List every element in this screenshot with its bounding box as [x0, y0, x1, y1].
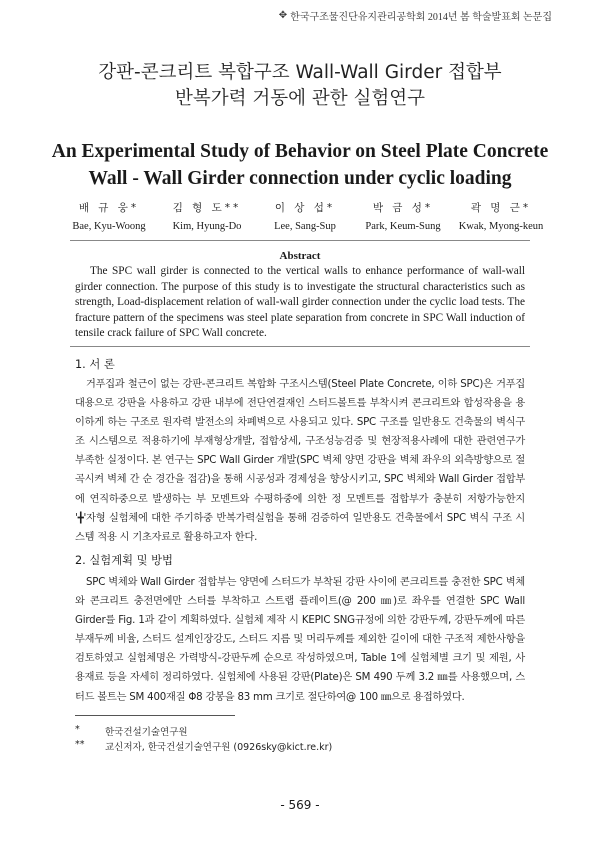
author-name-english: Kwak, Myong-keun: [458, 221, 544, 232]
author: [158, 200, 256, 232]
english-title: [0, 138, 600, 192]
author: [452, 200, 550, 232]
english-title-line-2: Wall - Wall Girder connection under cyclic loading: [88, 168, 512, 189]
author-name-korean: 배 규 웅*: [78, 202, 140, 214]
author: [60, 200, 158, 232]
footnote-mark: *: [75, 724, 80, 735]
english-title-line-1: An Experimental Study of Behavior on Steel Plate Concrete: [51, 141, 549, 162]
section-2-body: SPC 벽체와 Wall Girder 접합부는 양면에 스터드가 부착된 강판 사이에 콘크리트를 충전한 SPC 벽체와 콘크리트 충전면에만 스터를 부착하고 스트랩 플레이트(@ 200 ㎜)로 좌우를 연결한 SPC Wall Girder를 Fig. 1과 같이 계획하였다. 실험체 제작 시 KEPIC SNG규정에 의한 강판두께, 강판두께에 따른 부재두께 비율, 스터드 설계인장강도, 스터드 지름 및 머리두께를 제외한 길이에 대한 구조적 제한사항을 검토하였고 실험체명은 가력방식-강판두께 순으로 작성하였으며, Table 1에 실험체별 크기 및 제원, 사용재료 등을 자세히 정리하였다. 실험체에 사용된 강판(Plate)은 SM 490 두께 3.2 ㎜를 사용했으며, 스터드 볼트는 SM 400재질 Φ8 강봉을 83 mm 크기로 절단하여@ 100 ㎜으로 용접하였다.: [75, 577, 525, 703]
korean-title-line-2: 반복가력 거동에 관한 실험연구: [175, 88, 425, 109]
society-logo-icon: ✥: [278, 10, 288, 21]
korean-title: [0, 60, 600, 112]
section-1-body: 거푸집과 철근이 없는 강판-콘크리트 복합화 구조시스템(Steel Plate Concrete, 이하 SPC)은 거푸집 대용으로 강판을 사용하고 강판 내부에 전단연결재인 스터드볼트를 부착시켜 콘크리트와 합성작용을 용이하게 하는 구조로 원자력 발전소의 차폐벽으로 사용되고 있다. SPC 구조를 일반용도 건축물의 벽식구조 시스템으로 적용하기에 부재형상개발, 접합상세, 구조성능검증 및 현장적용사례에 대한 관련연구가 부족한 실정이다. 본 연구는 SPC Wall Girder 개발(SPC 벽체 양면 강판을 벽체 좌우의 외측방향으로 절곡시켜 벽체 간 순 경간을 접감)을 통해 시공성과 경제성을 향상시키고, SPC 벽체와 Wall Girder 접합부에 연직하중으로 발생하는 부 모멘트와 수평하중에 의한 정 모멘트를 접합부가 충분히 저항가능한지 '╋'자형 실험체에 대한 주기하중 반복가력실험을 통해 검증하여 일반용도 건축물에서 SPC 벽식 구조 시스템 적용 시 기초자료로 활용하고자 한다.: [75, 379, 525, 543]
author-name-english: Bae, Kyu-Woong: [72, 221, 146, 232]
author-name-english: Kim, Hyung-Do: [172, 221, 242, 232]
footnote-text: 한국건설기술연구원: [105, 727, 188, 738]
footnote-corresponding-author: [75, 739, 332, 753]
abstract-top-rule: [70, 240, 530, 241]
abstract-heading: Abstract: [279, 250, 321, 262]
author-name-korean: 곽 명 근*: [470, 202, 532, 214]
abstract-bottom-rule: [70, 346, 530, 347]
section-2-heading: 2. 실험계획 및 방법: [75, 554, 173, 567]
author-name-korean: 김 형 도**: [172, 202, 242, 214]
author-name-korean: 이 상 섭*: [274, 202, 336, 214]
korean-title-line-1: 강판-콘크리트 복합구조 Wall-Wall Girder 접합부: [98, 62, 502, 83]
author: [256, 200, 354, 232]
author-list: [60, 200, 550, 232]
footnote-rule: [75, 715, 235, 716]
footnote-text: 교신저자, 한국건설기술연구원 (0926sky@kict.re.kr): [105, 742, 333, 753]
footnote-mark: **: [75, 739, 85, 750]
author-name-english: Lee, Sang-Sup: [274, 221, 336, 232]
proceedings-header-text: 한국구조물진단유지관리공학회 2014년 봄 학술발표회 논문집: [290, 12, 552, 23]
abstract-text: The SPC wall girder is connected to the vertical walls to enhance performance of wall-wall girder connection. The purpose of this study is to investigate the structural characteristics such as strength, Load-displacement relation of wall-wall girder connection under the cyclic load tests. The fracture pattern of the specimens was steel plate separation from concrete in SPC Wall induction of tensile crack failure of SPC Wall concrete.: [75, 265, 525, 339]
author-name-korean: 박 금 성*: [372, 202, 434, 214]
author: [354, 200, 452, 232]
proceedings-header: [279, 8, 552, 23]
page-number: - 569 -: [280, 798, 320, 812]
section-1-heading: 1. 서 론: [75, 358, 115, 371]
author-name-english: Park, Keum-Sung: [365, 221, 441, 232]
footnote-affiliation: [75, 724, 188, 738]
